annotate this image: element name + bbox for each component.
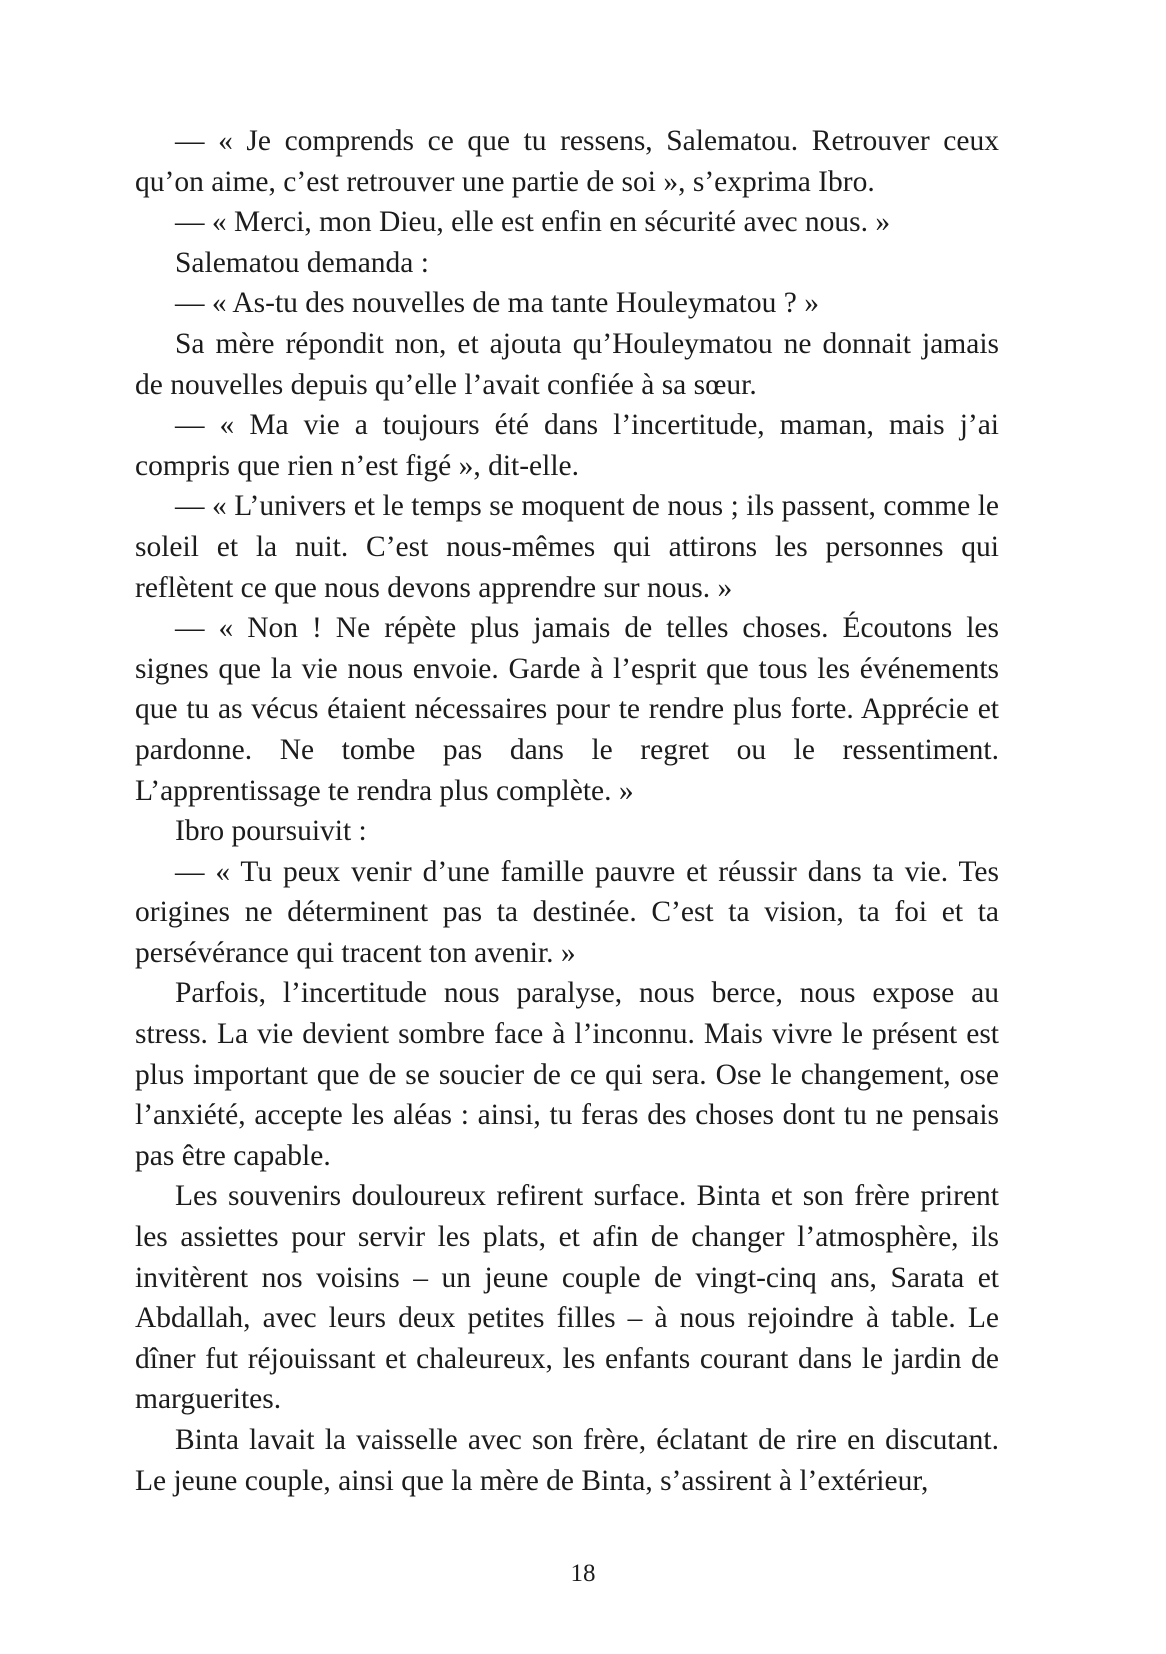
paragraph: Parfois, l’incertitude nous paralyse, nous berce, nous expose au stress. La vie devient sombre face à l’inconnu. Mais vivre le présent est plus important que de se soucier de ce qui sera. Ose le changement, ose l’anxiété, accepte les aléas : ainsi, tu feras des choses dont tu ne pensais pas être capable. [135, 977, 999, 1172]
paragraph: Les souvenirs douloureux refirent surface. Binta et son frère prirent les assiettes pour servir les plats, et afin de changer l’atmosphère, ils invitèrent nos voisins – un jeune couple de vingt-cinq ans, Sarata et Abdallah, avec leurs deux petites filles – à nous rejoindre à table. Le dîner fut réjouissant et chaleureux, les enfants courant dans le jardin de marguerites. [135, 1180, 999, 1416]
paragraph: — « L’univers et le temps se moquent de nous ; ils passent, comme le soleil et la nuit. C’est nous-mêmes qui attirons les personnes qui reflètent ce que nous devons apprendre sur nous. » [135, 490, 999, 604]
paragraph: — « Je comprends ce que tu ressens, Salematou. Retrouver ceux qu’on aime, c’est retrouver une partie de soi », s’exprima Ibro. [135, 125, 999, 198]
paragraph: — « Non ! Ne répète plus jamais de telles choses. Écoutons les signes que la vie nous envoie. Garde à l’esprit que tous les événements que tu as vécus étaient nécessaires pour te rendre plus forte. Apprécie et pardonne. Ne tombe pas dans le regret ou le ressentiment. L’apprentissage te rendra plus complète. » [135, 612, 999, 807]
paragraph: — « Merci, mon Dieu, elle est enfin en sécurité avec nous. » [175, 206, 891, 239]
paragraph: Ibro poursuivit : [175, 815, 367, 848]
paragraph: — « Ma vie a toujours été dans l’incertitude, maman, mais j’ai compris que rien n’est figé », dit-elle. [135, 409, 999, 482]
paragraph: Sa mère répondit non, et ajouta qu’Houleymatou ne donnait jamais de nouvelles depuis qu’elle l’avait confiée à sa sœur. [135, 327, 999, 401]
page-number: 18 [570, 1560, 596, 1587]
paragraph: Salematou demanda : [175, 246, 429, 279]
paragraph: — « Tu peux venir d’une famille pauvre et réussir dans ta vie. Tes origines ne déterminent pas ta destinée. C’est ta vision, ta foi et ta persévérance qui tracent ton avenir. » [135, 855, 999, 969]
paragraph: Binta lavait la vaisselle avec son frère, éclatant de rire en discutant. Le jeune couple, ainsi que la mère de Binta, s’assirent à l’extérieur, [135, 1424, 999, 1497]
body-text [135, 121, 999, 1501]
paragraph: — « As-tu des nouvelles de ma tante Houleymatou ? » [175, 287, 819, 320]
